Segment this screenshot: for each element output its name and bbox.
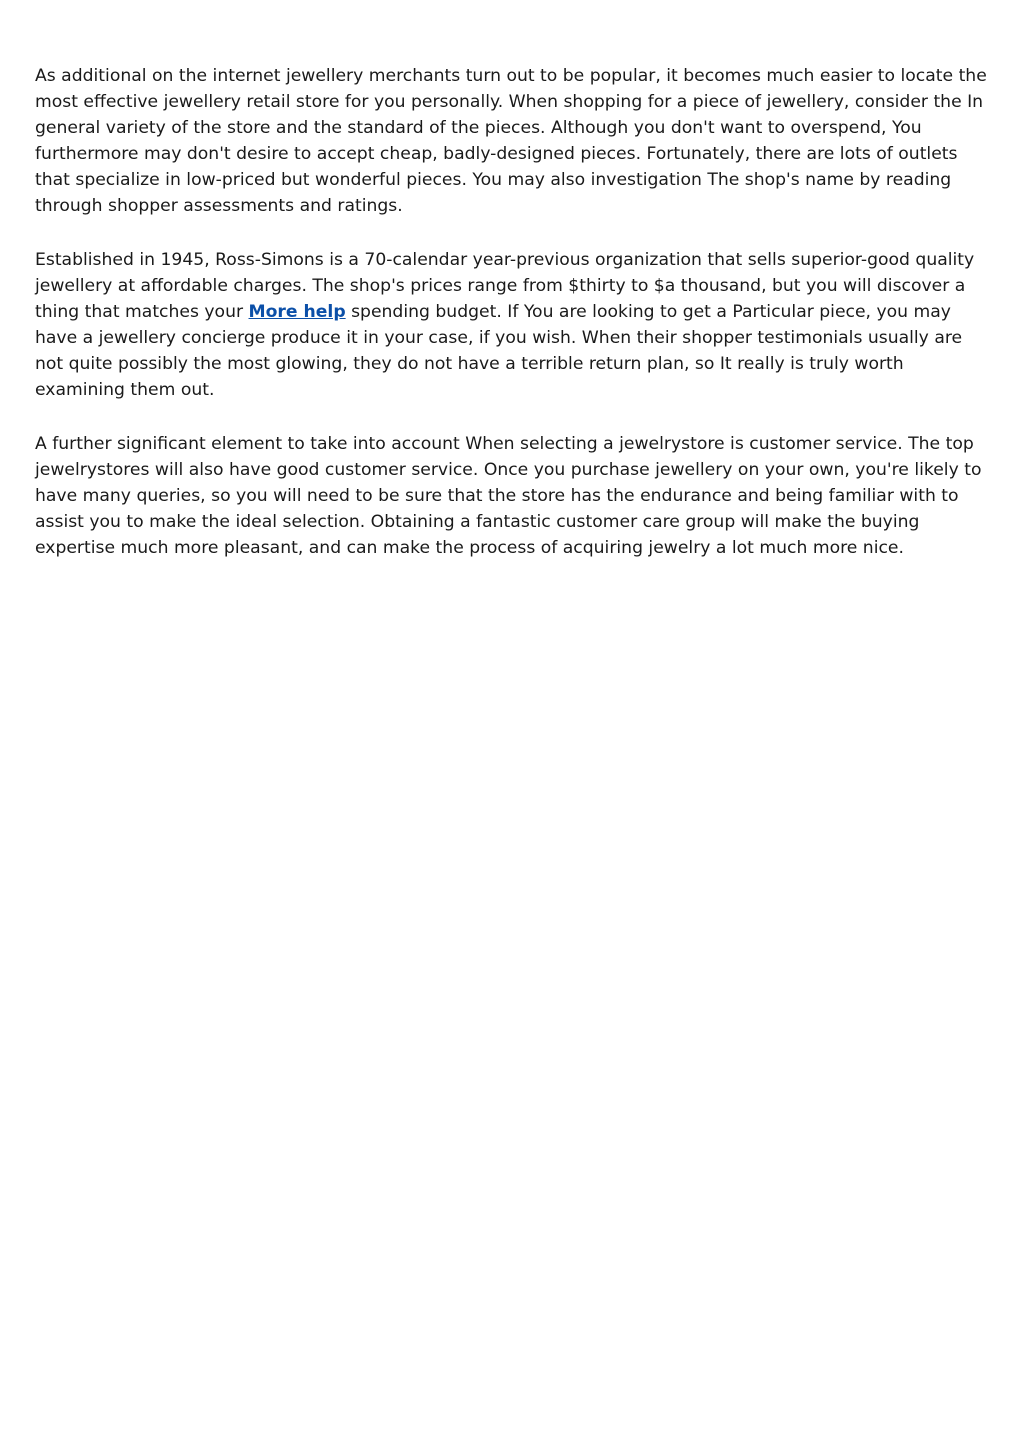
more-help-link[interactable]: More help — [248, 302, 346, 322]
paragraph-3: A further significant element to take into account When selecting a jewelrystore is customer service. The top jewelrystores will also have good customer service. Once you purchase jewellery on your own, you're likely to have many queries, so you will need to be sure that the store has the endurance and being familiar with to assist you to make the ideal selection. Obtaining a fantastic customer care group will make the buying expertise much more pleasant, and can make the process of acquiring jewelry a lot much more nice. — [35, 434, 982, 558]
paragraph-1: As additional on the internet jewellery merchants turn out to be popular, it becomes much easier to locate the most effective jewellery retail store for you personally. When shopping for a piece of jewellery, consider the In general variety of the store and the standard of the pieces. Although you don't want to overspend, You furthermore may don't desire to accept cheap, badly-designed pieces. Fortunately, there are lots of outlets that specialize in low-priced but wonderful pieces. You may also investigation The shop's name by reading through shopper assessments and ratings. — [35, 66, 987, 216]
paragraph-2 — [35, 247, 995, 403]
document-body — [35, 63, 995, 589]
paragraph-2-text-before-link: Established in 1945, Ross-Simons is a 70-calendar year-previous organization that sells superior-good quality jewellery at affordable charges. The shop's prices range from $thirty to $a thousand, but you will discover a thing that matches your — [35, 250, 975, 322]
paragraph-2-text-after-link: spending budget. If You are looking to get a Particular piece, you may have a jewellery concierge produce it in your case, if you wish. When their shopper testimonials usually are not quite possibly the most glowing, they do not have a terrible return plan, so It really is truly worth examining them out. — [35, 302, 963, 400]
